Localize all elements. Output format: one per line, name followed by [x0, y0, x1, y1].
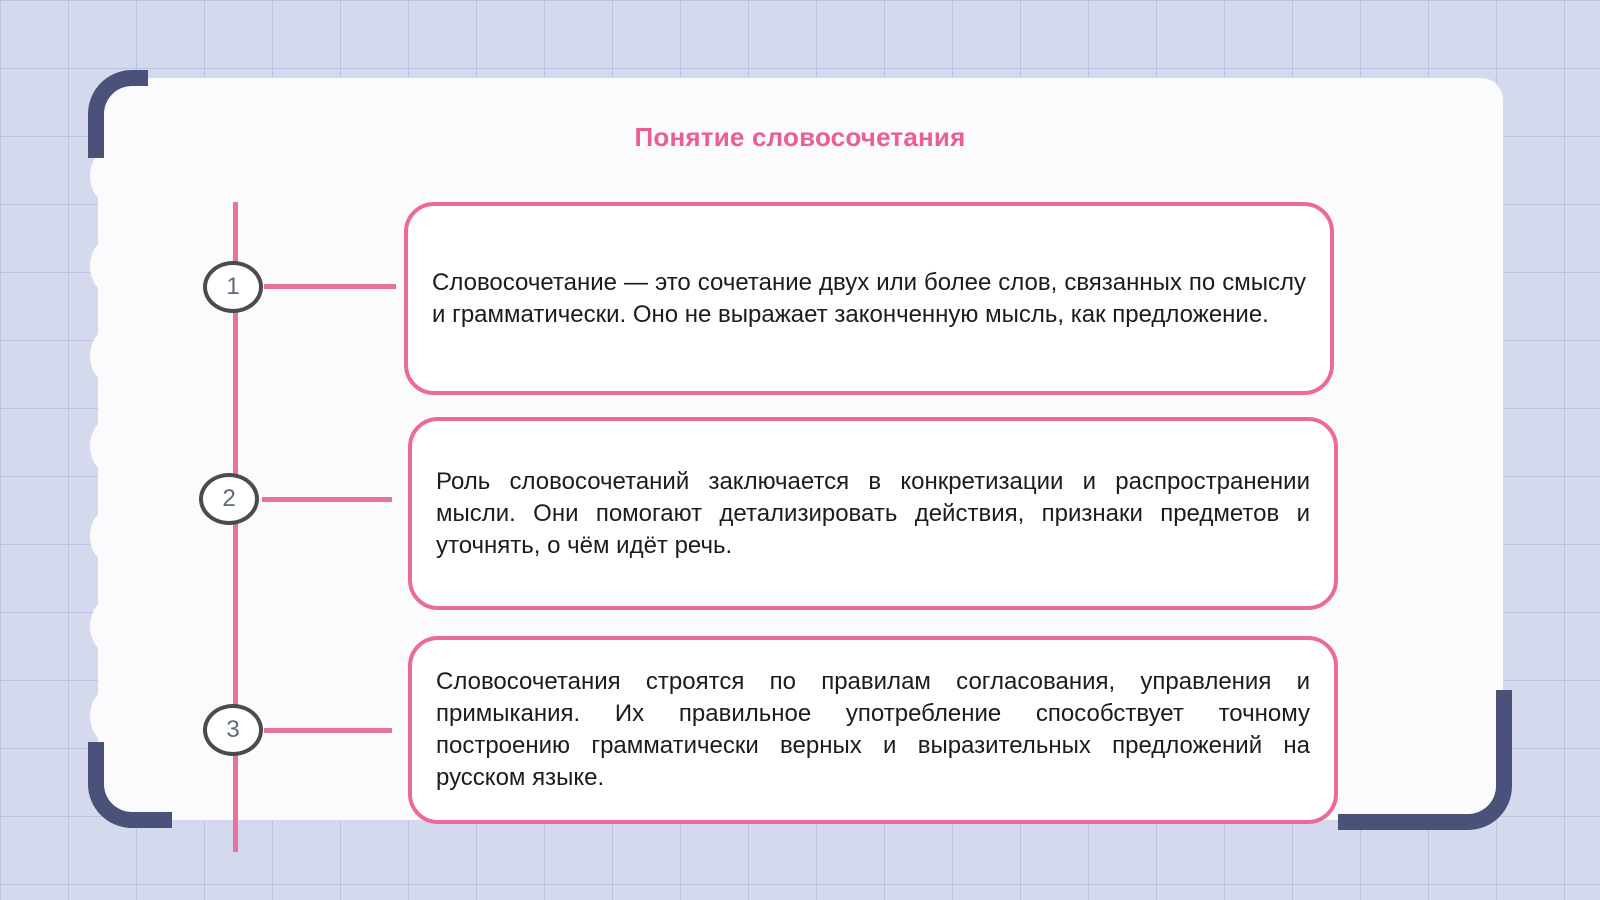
concept-card-text: Словосочетание — это сочетание двух или более слов, связанных по смыслу и грамматически. Оно не выражает законченную мысль, как предложение. — [432, 268, 1306, 328]
slide-title: Понятие словосочетания — [634, 122, 966, 152]
concept-card-text: Словосочетания строятся по правилам согласования, управления и примыкания. Их правильное употребление способствует точному построению грамматически верных и выразительных предложений на русском языке. — [436, 668, 1310, 791]
concept-card-1 — [404, 202, 1334, 395]
step-marker-2: 2 — [199, 473, 259, 525]
step-marker-1: 1 — [203, 261, 263, 313]
scallop-edge — [90, 420, 126, 472]
timeline-connector — [262, 497, 392, 502]
scallop-edge — [90, 240, 126, 292]
step-marker-3: 3 — [203, 704, 263, 756]
frame-corner-bottom-right — [1338, 690, 1512, 830]
frame-corner-top-left — [88, 70, 148, 158]
concept-card-2 — [408, 417, 1338, 610]
concept-card-text: Роль словосочетаний заключается в конкретизации и распространении мысли. Они помогают детализировать действия, признаки предметов и уточнять, о чём идёт речь. — [436, 467, 1310, 559]
scallop-edge — [90, 330, 126, 382]
scallop-edge — [90, 690, 126, 742]
scallop-edge — [90, 600, 126, 652]
concept-card-3 — [408, 636, 1338, 824]
timeline-connector — [264, 284, 396, 289]
scallop-edge — [90, 510, 126, 562]
timeline-connector — [264, 728, 392, 733]
frame-corner-bottom-left — [88, 742, 172, 828]
